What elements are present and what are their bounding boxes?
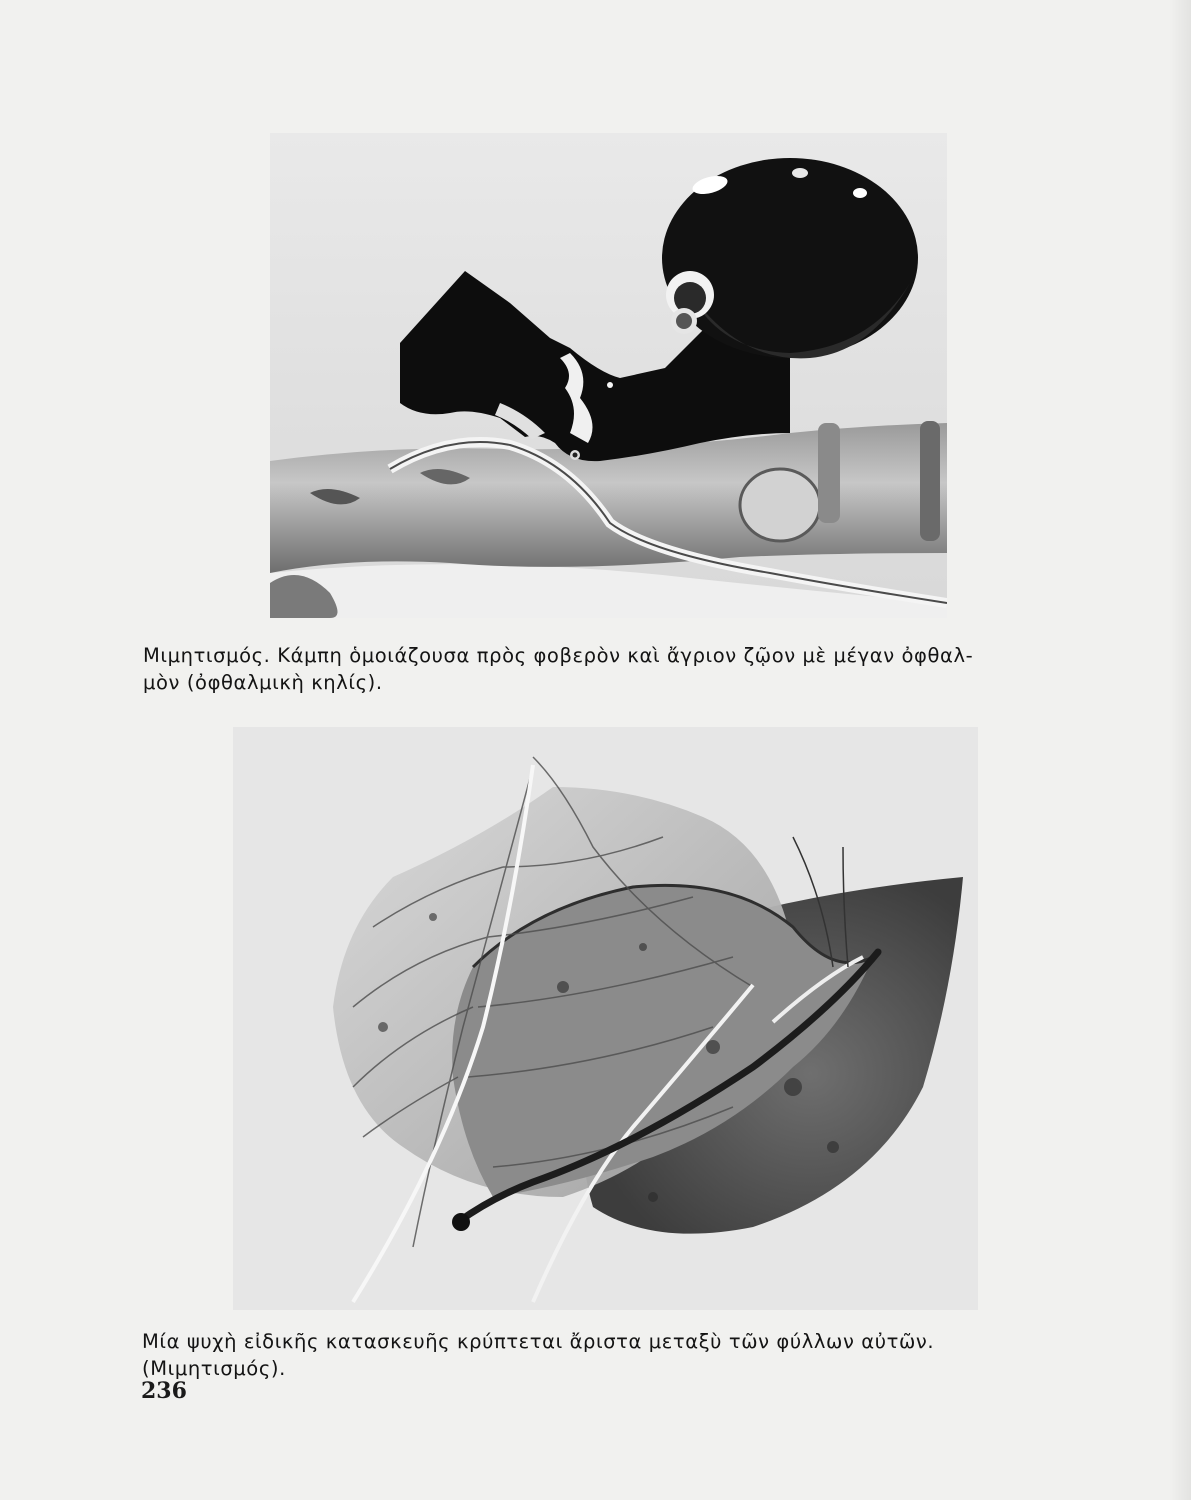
caption-line: μὸν (ὀφθαλμικὴ κηλίς). bbox=[143, 671, 383, 694]
caterpillar-photo bbox=[270, 133, 947, 618]
leaf-butterfly-illustration bbox=[233, 727, 978, 1310]
caption-line: (Μιμητισμός). bbox=[142, 1357, 286, 1380]
caption-caterpillar bbox=[143, 642, 1078, 696]
caption-leaf-butterfly bbox=[142, 1328, 1097, 1382]
caption-line: Μία ψυχὴ εἰδικῆς κατασκευῆς κρύπτεται ἄριστα μεταξὺ τῶν φύλλων αὐτῶν. bbox=[142, 1330, 935, 1353]
caption-line: Μιμητισμός. Κάμπη ὁμοιάζουσα πρὸς φοβερὸν καὶ ἄγριον ζῷον μὲ μέγαν ὀφθαλ- bbox=[143, 644, 974, 667]
caterpillar-illustration bbox=[270, 133, 947, 618]
page-edge-shadow bbox=[1169, 0, 1191, 1500]
leaf-butterfly-photo bbox=[233, 727, 978, 1310]
page-number: 236 bbox=[141, 1378, 187, 1404]
